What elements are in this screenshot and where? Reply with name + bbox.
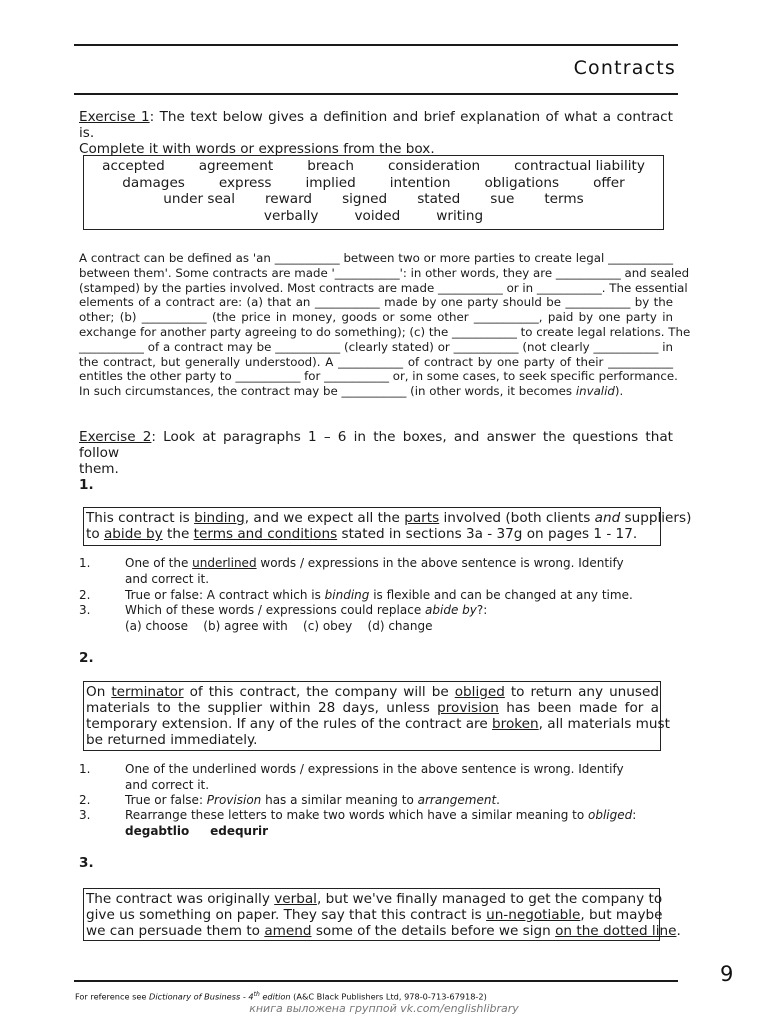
paragraph-line: ___________ of a contract may be ___________ (clearly stated) or ___________ (not clearly ___________ in: [79, 339, 673, 354]
word-item: express: [218, 175, 272, 191]
paragraph-number-2: 2.: [79, 650, 94, 666]
paragraph-number-1: 1.: [79, 477, 94, 493]
watermark: книга выложена группой vk.com/englishlibrary: [249, 1002, 519, 1015]
word-item: verbally: [263, 208, 319, 224]
question-2-2: 2. True or false: Provision has a similar meaning to arrangement.: [79, 793, 500, 807]
top-rule: [74, 44, 678, 46]
word-item: offer: [593, 175, 625, 191]
word-item: accepted: [102, 158, 165, 174]
paragraph-line: entitles the other party to ___________ for ___________ or, in some cases, to seek specific performance.: [79, 369, 678, 384]
word-row-2: [84, 175, 663, 191]
word-item: voided: [354, 208, 401, 224]
paragraph-line: A contract can be defined as 'an ___________ between two or more parties to create legal ___________: [79, 251, 673, 265]
word-item: obligations: [484, 175, 560, 191]
footer-rule: [74, 980, 678, 982]
exercise-2-instruction: Exercise 2: Look at paragraphs 1 – 6 in the boxes, and answer the questions that follow them.: [79, 429, 673, 477]
paragraph-line: other; (b) ___________ (the price in money, goods or some other ___________, paid by one party in: [79, 310, 673, 325]
word-item: reward: [264, 191, 313, 207]
word-item: intention: [389, 175, 451, 191]
word-item: under seal: [163, 191, 235, 207]
page-title: Contracts: [573, 57, 676, 79]
exercise-1-label: Exercise 1: [79, 109, 150, 125]
page-number: 9: [720, 962, 734, 986]
exercise-1-instruction: Exercise 1: The text below gives a definition and brief explanation of what a contract is. Complete it with words or expressions from the box.: [79, 109, 673, 157]
paragraph-line: exchange for another party agreeing to do something); (c) the ___________ to create legal relations. The: [79, 324, 691, 339]
word-item: breach: [307, 158, 354, 174]
paragraph-line: (stamped) by the parties involved. Most contracts are made ___________ or in ___________. The essential: [79, 280, 688, 295]
paragraph-number-3: 3.: [79, 855, 94, 871]
question-2-3: 3. Rearrange these letters to make two words which have a similar meaning to obliged: degabtlio edequrir: [79, 808, 637, 838]
title-rule: [74, 93, 678, 95]
paragraph-box-3: The contract was originally verbal, but we've finally managed to get the company to give us something on paper. They say that this contract is un-negotiable, but maybe we can persuade them to amend some of the details before we sign on the dotted line.: [83, 888, 660, 941]
paragraph-line: between them'. Some contracts are made '___________': in other words, they are ___________ and sealed: [79, 265, 690, 280]
question-1-1: 1. One of the underlined words / expressions in the above sentence is wrong. Identify and correct it.: [79, 556, 624, 586]
word-row-1: [84, 158, 663, 174]
question-1-3: 3. Which of these words / expressions could replace abide by?: (a) choose (b) agree with (c) obey (d) change: [79, 603, 488, 633]
word-row-4: [84, 208, 663, 224]
paragraph-box-2: On terminator of this contract, the company will be obliged to return any unused materials to the supplier within 28 days, unless provision has been made for a temporary extension. If any of the rules of the contract are broken, all materials must be returned immediately.: [83, 681, 661, 751]
word-item: implied: [305, 175, 356, 191]
footer-reference: For reference see Dictionary of Business - 4th edition (A&C Black Publishers Ltd, 978-0-713-67918-2): [75, 991, 487, 1002]
question-2-1: 1. One of the underlined words / expressions in the above sentence is wrong. Identify and correct it.: [79, 762, 624, 792]
word-item: contractual liability: [514, 158, 645, 174]
word-item: agreement: [198, 158, 274, 174]
word-item: signed: [342, 191, 388, 207]
word-item: sue: [490, 191, 515, 207]
paragraph-line: elements of a contract are: (a) that an ___________ made by one party should be ___________ by the: [79, 295, 673, 310]
word-item: damages: [122, 175, 185, 191]
word-item: terms: [544, 191, 584, 207]
question-1-2: 2. True or false: A contract which is binding is flexible and can be changed at any time.: [79, 588, 633, 602]
exercise-2-label: Exercise 2: [79, 429, 152, 445]
cloze-paragraph: [79, 251, 691, 399]
word-item: stated: [417, 191, 461, 207]
paragraph-line: In such circumstances, the contract may be ___________ (in other words, it becomes invalid).: [79, 384, 624, 399]
word-item: writing: [436, 208, 484, 224]
paragraph-line: the contract, but generally understood). A ___________ of contract by one party of their ___________: [79, 354, 673, 369]
word-item: consideration: [387, 158, 481, 174]
paragraph-box-1: This contract is binding, and we expect all the parts involved (both clients and suppliers) to abide by the terms and conditions stated in sections 3a - 37g on pages 1 - 17.: [83, 507, 661, 546]
word-box: [83, 155, 664, 230]
word-row-3: [84, 191, 663, 207]
scrambled-words: degabtlio edequrir: [125, 824, 269, 838]
